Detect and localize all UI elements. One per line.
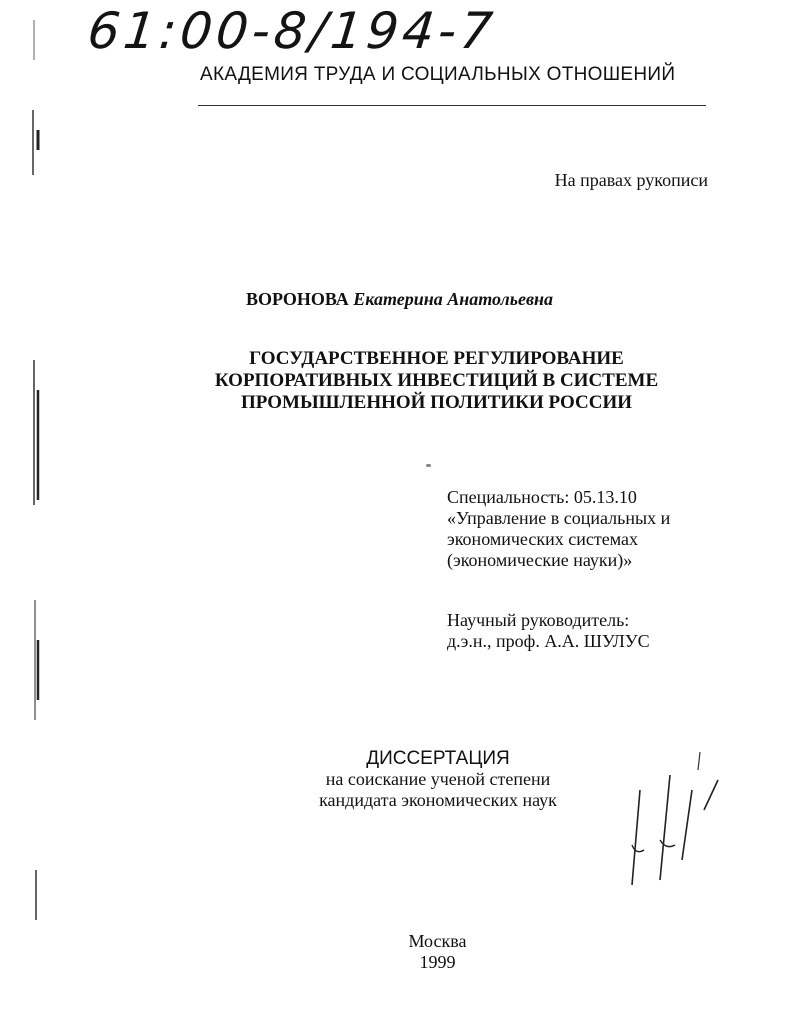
dissertation-heading: ДИССЕРТАЦИЯ [366,748,510,769]
specialty-block [447,487,670,571]
author-surname: ВОРОНОВА [245,289,349,309]
author-given-name: Екатерина Анатольевна [353,289,554,309]
organization-name: АКАДЕМИЯ ТРУДА И СОЦИАЛЬНЫХ ОТНОШЕНИЙ [200,64,676,85]
title-line: ПРОМЫШЛЕННОЙ ПОЛИТИКИ РОССИИ [240,392,632,413]
specialty-line: Специальность: 05.13.10 [447,487,637,507]
scan-speck [426,464,431,467]
dissertation-line: на соискание ученой степени [325,769,551,789]
specialty-line: «Управление в социальных и [447,508,671,528]
advisor-line: д.э.н., проф. А.А. ШУЛУС [447,631,650,651]
advisor-line: Научный руководитель: [447,610,630,630]
author [0,289,799,310]
year: 1999 [419,952,456,972]
handwritten-signature [620,750,730,900]
manuscript-note: На правах рукописи [554,170,708,190]
place-and-year [0,931,799,973]
title-line: КОРПОРАТИВНЫХ ИНВЕСТИЦИЙ В СИСТЕМЕ [214,370,659,391]
specialty-line: (экономические науки)» [447,550,633,570]
city: Москва [408,931,467,951]
advisor-block [447,610,650,652]
specialty-line: экономических системах [447,529,638,549]
archive-call-number: 61:00-8/194-7 [84,2,500,60]
dissertation-title [0,348,799,414]
dissertation-line: кандидата экономических наук [319,790,557,810]
scan-edge-marks [0,0,60,1034]
title-line: ГОСУДАРСТВЕННОЕ РЕГУЛИРОВАНИЕ [249,348,624,369]
header-divider [198,105,706,106]
